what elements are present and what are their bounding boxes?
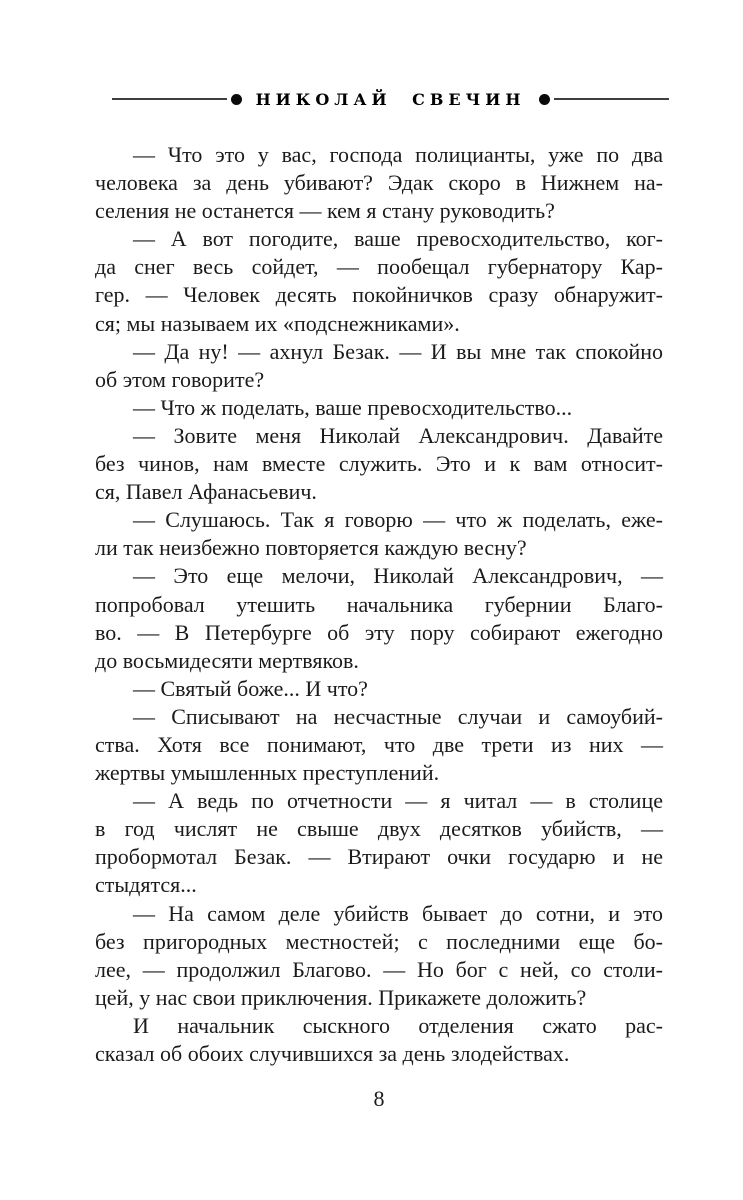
body-text xyxy=(95,141,663,1068)
text-line: — Что ж поделать, ваше превосходительство... xyxy=(133,394,573,420)
text-line: — А вот погодите, ваше превосходительство, ког- xyxy=(133,226,663,252)
text-line: — Списывают на несчастные случаи и самоубий- xyxy=(133,703,663,729)
page-number: 8 xyxy=(373,1086,385,1111)
text-line: попробовал утешить начальника губернии Благо- xyxy=(95,591,663,617)
text-line: — Слушаюсь. Так я говорю — что ж поделать, еже- xyxy=(133,507,663,533)
running-header xyxy=(112,88,669,110)
text-line: человека за день убивают? Эдак скоро в Нижнем на- xyxy=(95,170,663,196)
text-line: ства. Хотя все понимают, что две трети из них — xyxy=(95,731,663,757)
text-line: ся; мы называем их «подснежниками». xyxy=(95,310,460,336)
text-line: сказал об обоих случившихся за день злодействах. xyxy=(95,1041,570,1066)
paragraph xyxy=(95,900,663,1012)
text-line: — Зовите меня Николай Александрович. Давайте xyxy=(133,422,663,448)
paragraph xyxy=(95,506,663,562)
text-line: гер. — Человек десять покойничков сразу обнаружит- xyxy=(95,282,663,308)
text-line: селения не останется — кем я стану руководить? xyxy=(95,198,555,224)
text-line: стыдятся... xyxy=(95,872,197,898)
paragraph xyxy=(95,225,663,337)
paragraph xyxy=(95,422,663,506)
paragraph xyxy=(95,703,663,787)
text-line: — Что это у вас, господа полицианты, уже по два xyxy=(133,142,663,167)
text-line: жертвы умышленных преступлений. xyxy=(95,760,440,786)
text-line: в год числят не свыше двух десятков убийств, — xyxy=(95,816,663,842)
paragraph xyxy=(95,675,663,703)
author-name: НИКОЛАЙ СВЕЧИН xyxy=(255,89,526,109)
header-rule-left xyxy=(112,98,227,100)
text-line: — А ведь по отчетности — я читал — в столице xyxy=(133,788,663,814)
header-rule-right xyxy=(554,98,669,100)
page-footer xyxy=(95,1086,663,1112)
paragraph xyxy=(95,562,663,674)
text-line: ся, Павел Афанасьевич. xyxy=(95,479,317,505)
text-line: — Святый боже... И что? xyxy=(133,675,368,701)
paragraph xyxy=(95,141,663,225)
text-line: во. — В Петербурге об эту пору собирают ежегодно xyxy=(95,619,663,645)
text-line: пробормотал Безак. — Втирают очки государю и не xyxy=(95,844,663,870)
text-line: — Это еще мелочи, Николай Александрович, — xyxy=(133,563,663,589)
paragraph xyxy=(95,338,663,394)
paragraph xyxy=(95,394,663,422)
text-line: ли так неизбежно повторяется каждую весну? xyxy=(95,535,527,561)
text-line: — Да ну! — ахнул Безак. — И вы мне так спокойно xyxy=(133,338,663,364)
paragraph xyxy=(95,787,663,899)
text-line: лее, — продолжил Благово. — Но бог с ней, со столи- xyxy=(95,956,663,982)
text-line: да снег весь сойдет, — пообещал губернатору Кар- xyxy=(95,254,663,280)
paragraph xyxy=(95,1012,663,1068)
text-line: до восьмидесяти мертвяков. xyxy=(95,647,359,673)
header-dot-right-icon xyxy=(539,94,550,105)
text-line: цей, у нас свои приключения. Прикажете доложить? xyxy=(95,984,587,1010)
text-line: без чинов, нам вместе служить. Это и к вам относит- xyxy=(95,451,663,477)
text-line: без пригородных местностей; с последними еще бо- xyxy=(95,928,663,954)
text-line: об этом говорите? xyxy=(95,366,265,392)
text-line: И начальник сыскного отделения сжато рас- xyxy=(133,1012,663,1038)
text-line: — На самом деле убийств бывает до сотни, и это xyxy=(133,900,663,926)
header-dot-left-icon xyxy=(231,94,242,105)
